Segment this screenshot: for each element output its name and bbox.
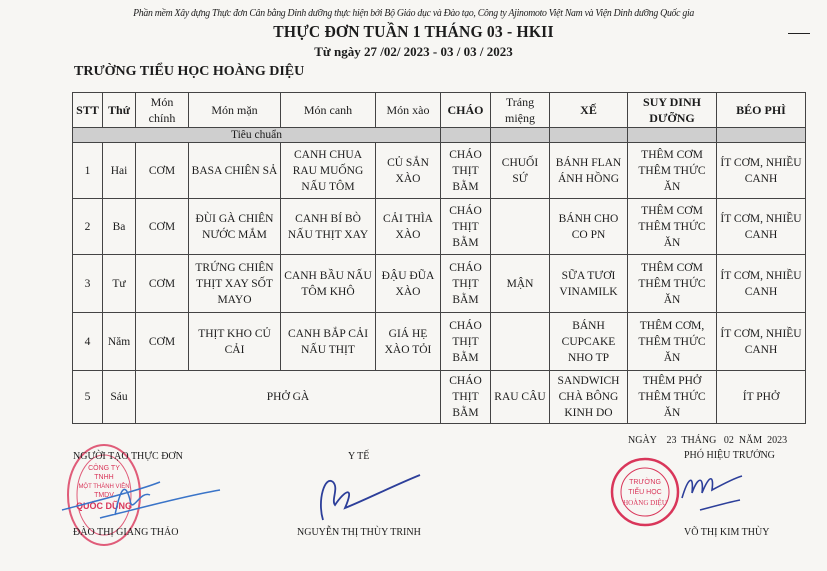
cell-xe: BÁNH FLAN ÁNH HỒNG xyxy=(550,143,628,199)
cell-thu: Sáu xyxy=(103,371,136,424)
cell-mon-man: THỊT KHO CỦ CẢI xyxy=(189,313,281,371)
svg-text:QUỐC DŨNG: QUỐC DŨNG xyxy=(76,501,132,511)
group-row xyxy=(73,128,806,143)
cell-trang-mieng: MẬN xyxy=(491,255,550,313)
table-row xyxy=(73,199,806,255)
svg-text:TMDV: TMDV xyxy=(94,492,114,499)
column-header: STT xyxy=(73,93,103,128)
medical-signature xyxy=(315,470,425,525)
cell-chao: CHÁO THỊT BẰM xyxy=(441,199,491,255)
cell-suy-dinh-duong: THÊM PHỞ THÊM THỨC ĂN xyxy=(628,371,717,424)
group-cell xyxy=(628,128,717,143)
column-header: Thứ xyxy=(103,93,136,128)
creator-signature xyxy=(60,470,230,520)
cell-thu: Hai xyxy=(103,143,136,199)
cell-thu: Ba xyxy=(103,199,136,255)
cell-mon-man: TRỨNG CHIÊN THỊT XAY SỐT MAYO xyxy=(189,255,281,313)
page-title: THỰC ĐƠN TUẦN 1 THÁNG 03 - HKII xyxy=(273,22,554,41)
cell-mon-chinh: CƠM xyxy=(136,199,189,255)
table-row xyxy=(73,371,806,424)
group-cell xyxy=(491,128,550,143)
group-cell xyxy=(550,128,628,143)
cell-xe: BÁNH CUPCAKE NHO TP xyxy=(550,313,628,371)
cell-chao: CHÁO THỊT BẰM xyxy=(441,143,491,199)
header-row xyxy=(73,93,806,128)
creator-role: NGƯỜI TẠO THỰC ĐƠN xyxy=(73,451,183,462)
school-stamp xyxy=(610,452,680,532)
date-range: Từ ngày 27 /02/ 2023 - 03 / 03 / 2023 xyxy=(314,44,513,59)
cell-stt: 2 xyxy=(73,199,103,255)
creator-name: ĐÀO THỊ GIANG THẢO xyxy=(73,527,179,538)
cell-stt: 3 xyxy=(73,255,103,313)
group-label: Tiêu chuẩn xyxy=(73,128,441,143)
cell-beo-phi: ÍT PHỞ xyxy=(717,371,806,424)
cell-trang-mieng xyxy=(491,199,550,255)
cell-xe: SỮA TƯƠI VINAMILK xyxy=(550,255,628,313)
cell-beo-phi: ÍT CƠM, NHIỀU CANH xyxy=(717,199,806,255)
software-note-text: Phần mềm Xây dựng Thực đơn Cân bằng Dinh dưỡng thực hiện bởi Bộ Giáo dục và Đào tạo, Công ty Ajinomoto Việt Nam và Viện Dinh dưỡng Quốc gia xyxy=(133,8,694,19)
column-header: Tráng miệng xyxy=(491,93,550,128)
column-header: Món mặn xyxy=(189,93,281,128)
principal-signature xyxy=(680,468,760,513)
cell-suy-dinh-duong: THÊM CƠM THÊM THỨC ĂN xyxy=(628,199,717,255)
cell-beo-phi: ÍT CƠM, NHIỀU CANH xyxy=(717,255,806,313)
cell-mon-chinh: CƠM xyxy=(136,143,189,199)
medical-name: NGUYỄN THỊ THÙY TRINH xyxy=(297,527,421,538)
group-cell xyxy=(441,128,491,143)
cell-suy-dinh-duong: THÊM CƠM THÊM THỨC ĂN xyxy=(628,143,717,199)
cell-stt: 1 xyxy=(73,143,103,199)
svg-text:TNHH: TNHH xyxy=(94,474,114,481)
cell-chao: CHÁO THỊT BẰM xyxy=(441,371,491,424)
cell-thu: Tư xyxy=(103,255,136,313)
group-cell xyxy=(717,128,806,143)
cell-thu: Năm xyxy=(103,313,136,371)
cell-mon-chinh: CƠM xyxy=(136,313,189,371)
cell-xe: SANDWICH CHÀ BÔNG KINH DO xyxy=(550,371,628,424)
cell-mon-xao: GIÁ HẸ XÀO TỎI xyxy=(376,313,441,371)
column-header: Món xào xyxy=(376,93,441,128)
cell-trang-mieng xyxy=(491,313,550,371)
table-row xyxy=(73,143,806,199)
principal-role: PHÓ HIỆU TRƯỞNG xyxy=(684,450,775,461)
cell-mon-canh: CANH CHUA RAU MUỐNG NẤU TÔM xyxy=(281,143,376,199)
cell-mon-xao: CỦ SẮN XÀO xyxy=(376,143,441,199)
menu-table xyxy=(72,92,806,424)
cell-xe: BÁNH CHO CO PN xyxy=(550,199,628,255)
svg-text:TIỂU HỌC: TIỂU HỌC xyxy=(628,489,662,496)
column-header: Món chính xyxy=(136,93,189,128)
svg-text:HOÀNG DIỆU: HOÀNG DIỆU xyxy=(623,499,667,507)
table-row xyxy=(73,313,806,371)
divider xyxy=(788,33,810,34)
table-row xyxy=(73,255,806,313)
signing-date: NGÀY 23 THÁNG 02 NĂM 2023 xyxy=(628,435,788,446)
cell-mon-canh: CANH BẮP CẢI NẤU THỊT xyxy=(281,313,376,371)
svg-text:MỘT THÀNH VIÊN: MỘT THÀNH VIÊN xyxy=(78,484,130,490)
cell-mon-canh: CANH BÍ BÒ NẤU THỊT XAY xyxy=(281,199,376,255)
cell-stt: 4 xyxy=(73,313,103,371)
column-header: SUY DINH DƯỠNG xyxy=(628,93,717,128)
cell-stt: 5 xyxy=(73,371,103,424)
cell-beo-phi: ÍT CƠM, NHIỀU CANH xyxy=(717,143,806,199)
cell-mon-man: BASA CHIÊN SẢ xyxy=(189,143,281,199)
column-header: Món canh xyxy=(281,93,376,128)
cell-chao: CHÁO THỊT BẰM xyxy=(441,313,491,371)
cell-chao: CHÁO THỊT BẰM xyxy=(441,255,491,313)
cell-suy-dinh-duong: THÊM CƠM, THÊM THỨC ĂN xyxy=(628,313,717,371)
cell-mon-man: ĐÙI GÀ CHIÊN NƯỚC MẮM xyxy=(189,199,281,255)
cell-suy-dinh-duong: THÊM CƠM THÊM THỨC ĂN xyxy=(628,255,717,313)
cell-trang-mieng: RAU CÂU xyxy=(491,371,550,424)
cell-merged-main: PHỞ GÀ xyxy=(136,371,441,424)
cell-beo-phi: ÍT CƠM, NHIỀU CANH xyxy=(717,313,806,371)
svg-text:CÔNG TY: CÔNG TY xyxy=(88,465,120,472)
cell-mon-xao: ĐẬU ĐŨA XÀO xyxy=(376,255,441,313)
software-note xyxy=(0,8,827,20)
cell-mon-xao: CẢI THÌA XÀO xyxy=(376,199,441,255)
cell-mon-canh: CANH BẦU NẤU TÔM KHÔ xyxy=(281,255,376,313)
svg-text:TRƯỜNG: TRƯỜNG xyxy=(629,479,661,486)
principal-name: VÕ THỊ KIM THÙY xyxy=(684,527,770,538)
column-header: XẾ xyxy=(550,93,628,128)
column-header: CHÁO xyxy=(441,93,491,128)
medical-role: Y TẾ xyxy=(348,451,370,462)
school-name: TRƯỜNG TIỂU HỌC HOÀNG DIỆU xyxy=(74,64,305,79)
column-header: BÉO PHÌ xyxy=(717,93,806,128)
cell-trang-mieng: CHUỐI SỨ xyxy=(491,143,550,199)
cell-mon-chinh: CƠM xyxy=(136,255,189,313)
